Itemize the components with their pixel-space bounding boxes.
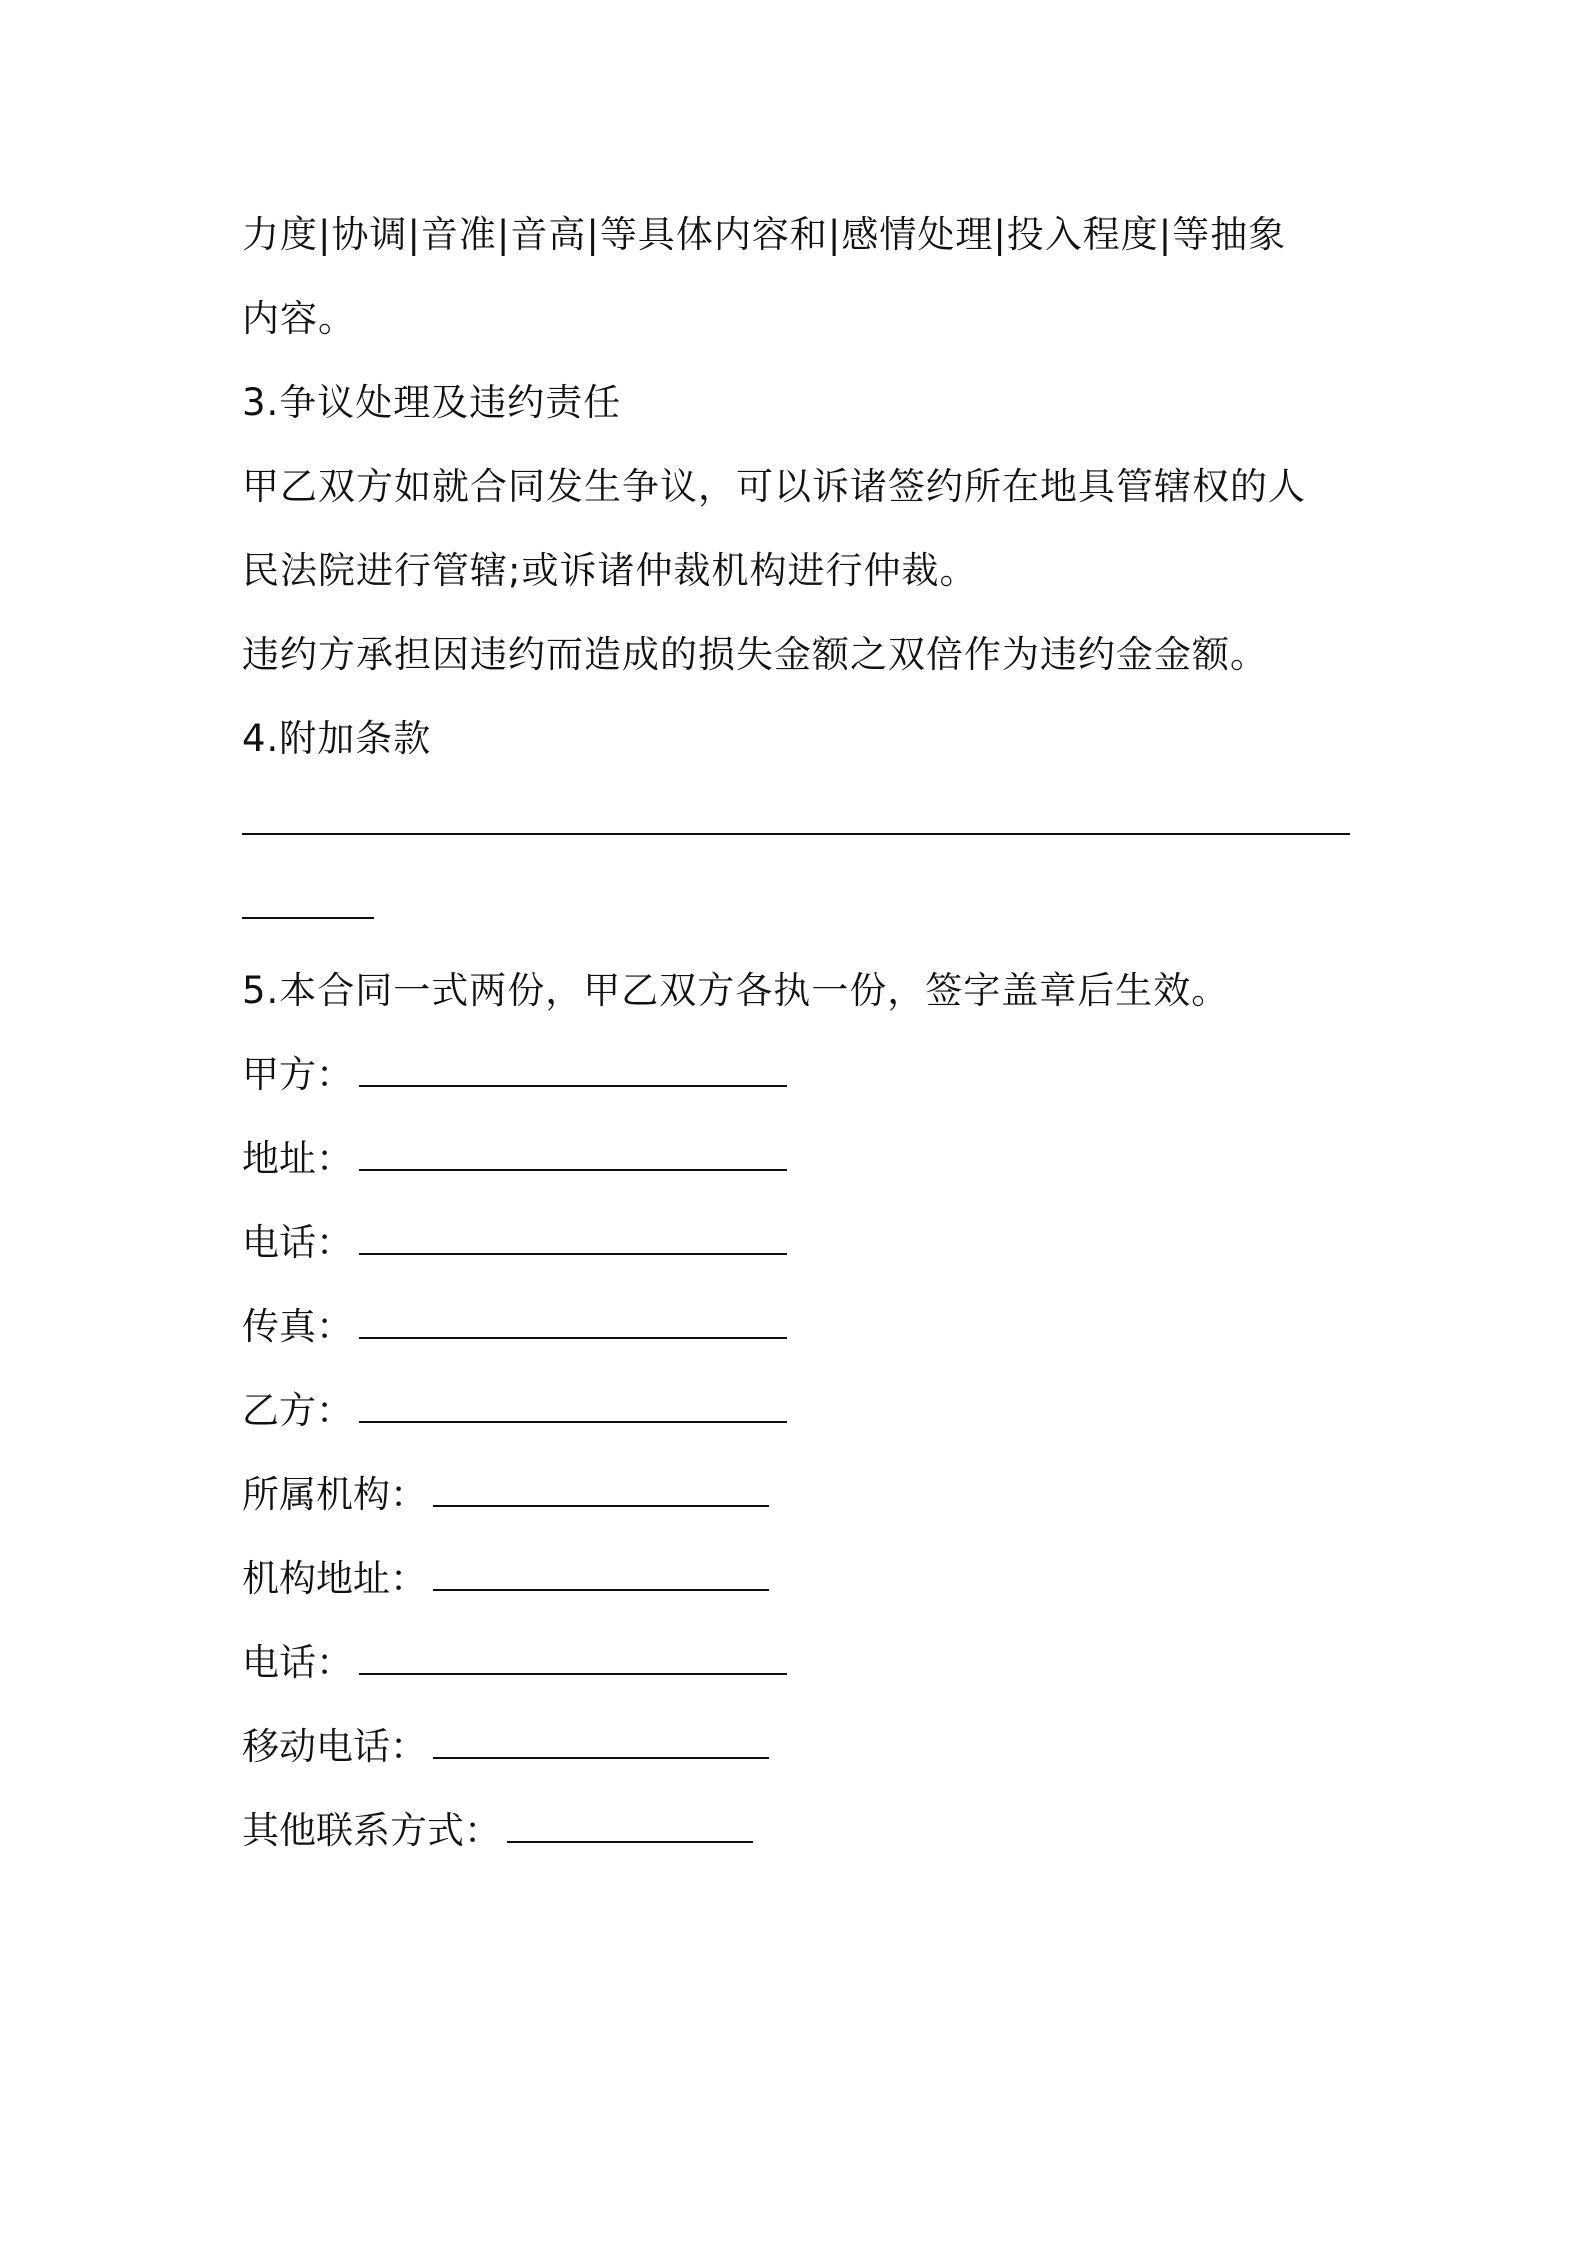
document-page	[242, 193, 1352, 1873]
section-3-title: 3.争议处理及违约责任	[242, 381, 622, 424]
phone-a-field[interactable]	[242, 1201, 1352, 1285]
field-label: 地址：	[242, 1137, 353, 1180]
phone-b-blank[interactable]	[359, 1643, 787, 1675]
paragraph-line: 力度|协调|音准|音高|等具体内容和|感情处理|投入程度|等抽象	[242, 213, 1287, 256]
paragraph-line: 民法院进行管辖;或诉诸仲裁机构进行仲裁。	[242, 549, 978, 592]
party-a-field[interactable]	[242, 1033, 1352, 1117]
fax-field[interactable]	[242, 1285, 1352, 1369]
address-blank[interactable]	[359, 1139, 787, 1171]
organization-field[interactable]	[242, 1453, 1352, 1537]
blank-line[interactable]	[242, 803, 1350, 835]
organization-blank[interactable]	[433, 1475, 769, 1507]
additional-terms-blank[interactable]	[242, 865, 1352, 949]
mobile-blank[interactable]	[433, 1727, 769, 1759]
field-label: 甲方：	[242, 1053, 353, 1096]
phone-a-blank[interactable]	[359, 1223, 787, 1255]
org-address-blank[interactable]	[433, 1559, 769, 1591]
phone-b-field[interactable]	[242, 1621, 1352, 1705]
paragraph-line: 甲乙双方如就合同发生争议，可以诉诸签约所在地具管辖权的人	[242, 465, 1306, 508]
field-label: 乙方：	[242, 1389, 353, 1432]
additional-terms-blank[interactable]	[242, 781, 1352, 865]
fax-blank[interactable]	[359, 1307, 787, 1339]
mobile-field[interactable]	[242, 1705, 1352, 1789]
address-field[interactable]	[242, 1117, 1352, 1201]
party-a-blank[interactable]	[359, 1055, 787, 1087]
field-label: 机构地址：	[242, 1557, 427, 1600]
field-label: 电话：	[242, 1641, 353, 1684]
field-label: 传真：	[242, 1305, 353, 1348]
blank-line[interactable]	[242, 887, 374, 919]
section-4-title: 4.附加条款	[242, 717, 432, 760]
field-label: 其他联系方式：	[242, 1809, 501, 1852]
other-contact-field[interactable]	[242, 1789, 1352, 1873]
org-address-field[interactable]	[242, 1537, 1352, 1621]
other-contact-blank[interactable]	[507, 1811, 753, 1843]
party-b-field[interactable]	[242, 1369, 1352, 1453]
field-label: 电话：	[242, 1221, 353, 1264]
paragraph-line: 内容。	[242, 297, 356, 340]
paragraph-line: 违约方承担因违约而造成的损失金额之双倍作为违约金金额。	[242, 633, 1268, 676]
section-5-text: 5.本合同一式两份，甲乙双方各执一份，签字盖章后生效。	[242, 969, 1230, 1012]
field-label: 移动电话：	[242, 1725, 427, 1768]
party-b-blank[interactable]	[359, 1391, 787, 1423]
field-label: 所属机构：	[242, 1473, 427, 1516]
